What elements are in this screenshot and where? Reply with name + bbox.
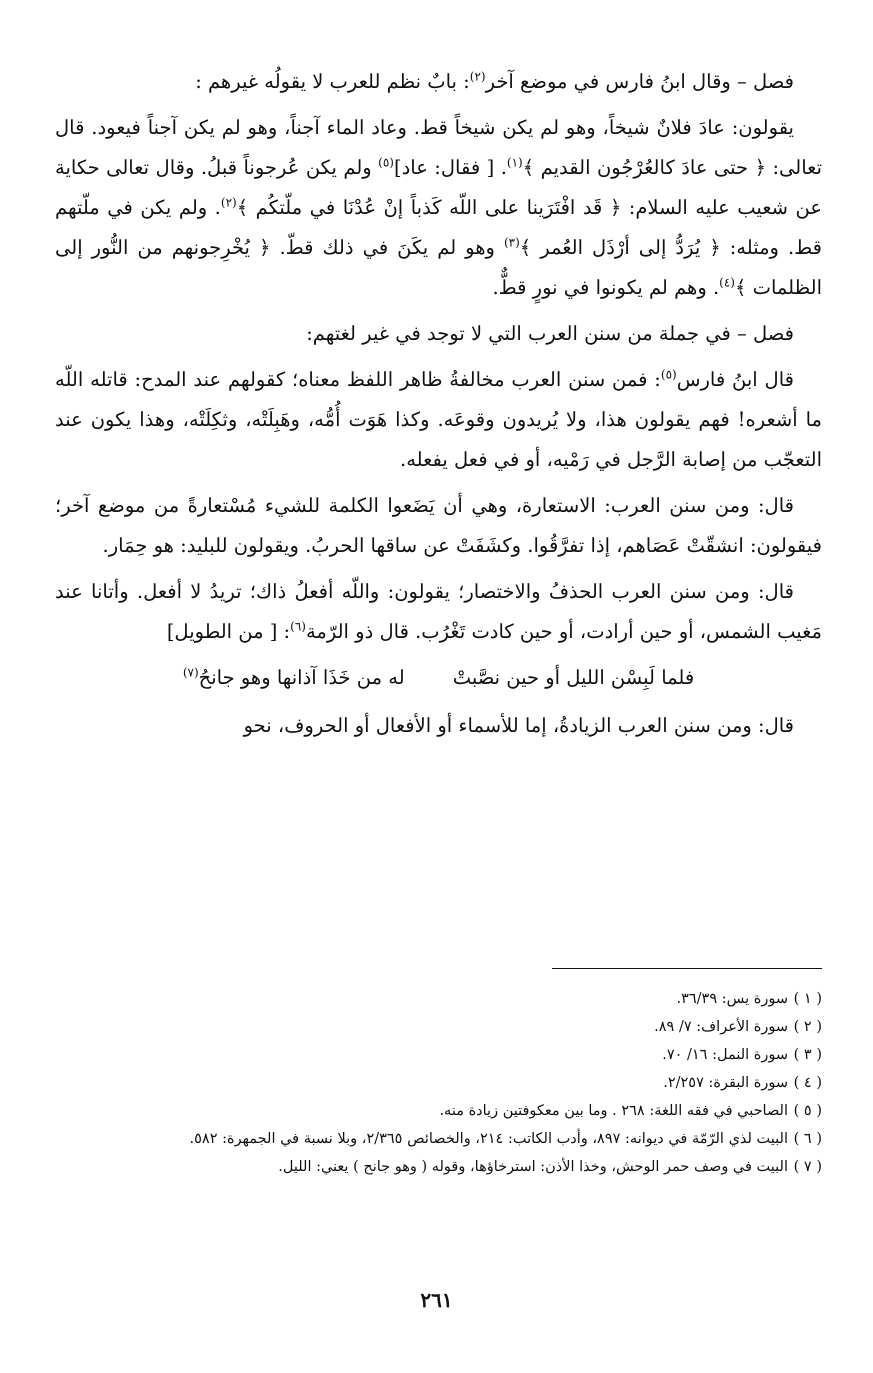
page-number: ٢٦١: [420, 1288, 453, 1312]
paragraph-text: يقولون: عادَ فلانٌ شيخاً، وهو لم يكن شيخاً قط. وعاد الماء آجناً، وهو لم يكن آجناً فيعود. قال تعالى: ﴿ حتى عادَ كالعُرْجُون القديم ﴾: [55, 116, 822, 179]
main-text: [55, 62, 822, 752]
footnote-text: البيت في وصف حمر الوحش، وخذا الأذن: استرخاؤها، وقوله ( وهو جانح ) يعني: الليل.: [278, 1159, 788, 1175]
footnote-ref: (٥): [660, 367, 677, 382]
footnote-ref: (٦): [290, 619, 306, 634]
paragraph-3: قال: ومن سنن العرب: الاستعارة، وهي أن يَضَعوا الكلمة للشيء مُسْتعارةً من موضع آخر؛ فيقولون: انشقّتْ عَصَاهم، إذا تفرَّقُوا. وكشَفَتْ عن ساقها الحربُ. ويقولون للبليد: هو حِمَار.: [55, 494, 822, 557]
verse-first-hemistich: فلما لَبِسْن الليل أو حين نصَّبتْ: [452, 666, 695, 689]
paragraph-text: . وهم لم يكونوا في نورٍ قطٌّ.: [492, 276, 720, 299]
footnote-item: [50, 1013, 822, 1041]
section-heading-2: فصل – في جملة من سنن العرب التي لا توجد في غير لغتهم:: [306, 322, 794, 345]
paragraph-2: [55, 360, 822, 480]
footnote-text: البيت لذي الرّمّة في ديوانه: ٨٩٧، وأدب الكاتب: ٢١٤، والخصائص ٢/٣٦٥، وبلا نسبة في الجمهرة: ٥٨٢.: [189, 1131, 788, 1147]
footnote-ref: (٢): [469, 69, 486, 84]
footnote-separator: [552, 968, 822, 969]
paragraph-text: . [ فقال: عاد]: [393, 156, 507, 179]
paragraph-text: قال ابنُ فارس: [676, 368, 794, 391]
footnote-number: ( ٧ ): [793, 1159, 822, 1175]
paragraph-text: : [ من الطويل]: [166, 620, 291, 643]
paragraph-1: [55, 108, 822, 308]
paragraph-5: قال: ومن سنن العرب الزيادةُ، إما للأسماء أو الأفعال أو الحروف، نحو: [243, 714, 794, 737]
footnote-number: ( ٦ ): [793, 1131, 822, 1147]
verse-second-hemistich: [183, 658, 405, 698]
heading-text: فصل – وقال ابنُ فارس في موضع آخر: [485, 70, 794, 93]
paragraph-text: . ولم يكن في ملّتهم قط. ومثله: ﴿ يُرَدُّ إلى أرْذَل العُمر ﴾: [55, 196, 823, 259]
footnote-number: ( ٣ ): [793, 1047, 822, 1063]
footnote-item: [50, 1097, 822, 1125]
footnote-item: [50, 1125, 822, 1153]
footnote-ref: (٢): [220, 195, 237, 210]
verse-text: له من خَذَا آذانها وهو جانحُ: [198, 666, 405, 689]
footnotes: [50, 985, 822, 1181]
paragraph-text: قال: ومن سنن العرب الحذفُ والاختصار؛ يقولون: واللّه أفعلُ ذاك؛ تريدُ لا أفعل. وأتانا عند مَغيب الشمس، أو حين أرادت، أو حين كادت تَغْرُب. قال ذو الرّمة: [55, 580, 822, 643]
footnote-ref: (٣): [503, 235, 520, 250]
footnote-ref: (٥): [378, 155, 394, 170]
footnote-text: سورة النمل: ١٦/ ٧٠.: [662, 1047, 788, 1063]
footnote-item: [50, 1153, 822, 1181]
paragraph-4: [55, 572, 822, 652]
footnote-item: [50, 1069, 822, 1097]
footnote-item: [50, 985, 822, 1013]
footnote-ref: (١): [506, 155, 523, 170]
paragraph-text: ولم يكن عُرجوناً قبلُ. وقال تعالى حكاية عن شعيب عليه السلام: ﴿ قَد افْتَرَينا على اللّه كَذباً إنْ عُدْنَا في ملّتكُم ﴾: [55, 156, 822, 219]
footnote-ref: (٤): [719, 275, 735, 290]
footnote-number: ( ٤ ): [793, 1075, 822, 1091]
heading-text: : بابٌ نظم للعرب لا يقولُه غيرهم :: [195, 70, 470, 93]
footnote-text: سورة البقرة: ٢/٢٥٧.: [663, 1075, 788, 1091]
footnote-text: الصاحبي في فقه اللغة: ٢٦٨ . وما بين معكوفتين زيادة منه.: [439, 1103, 788, 1119]
footnote-ref: (٧): [182, 665, 199, 680]
section-heading-1: [55, 62, 822, 102]
footnote-item: [50, 1041, 822, 1069]
paragraph-text: : فمن سنن العرب مخالفةُ ظاهر اللفظ معناه؛ كقولهم عند المدح: قاتله اللّه ما أشعره! فهم يقولون هذا، ولا يُريدون وقوعَه. وكذا هَوَت أُمُّه، وهَبِلَتْه، وثكِلَتْه، وهذا يكون عند التعجّب من إصابة الرَّجل في رَمْيه، أو في فعل يفعله.: [55, 368, 822, 471]
footnote-number: ( ٢ ): [793, 1019, 822, 1035]
footnote-text: سورة الأعراف: ٧/ ٨٩.: [654, 1019, 788, 1035]
footnote-number: ( ١ ): [793, 991, 822, 1007]
poetry-verse: [55, 658, 822, 698]
paragraph-text: وهو لم يكَنَ في ذلك قطّ. ﴿ يُخْرِجونهم من النُّور إلى الظلمات ﴾: [55, 236, 822, 299]
footnote-number: ( ٥ ): [793, 1103, 822, 1119]
footnote-text: سورة يس: ٣٦/٣٩.: [676, 991, 788, 1007]
